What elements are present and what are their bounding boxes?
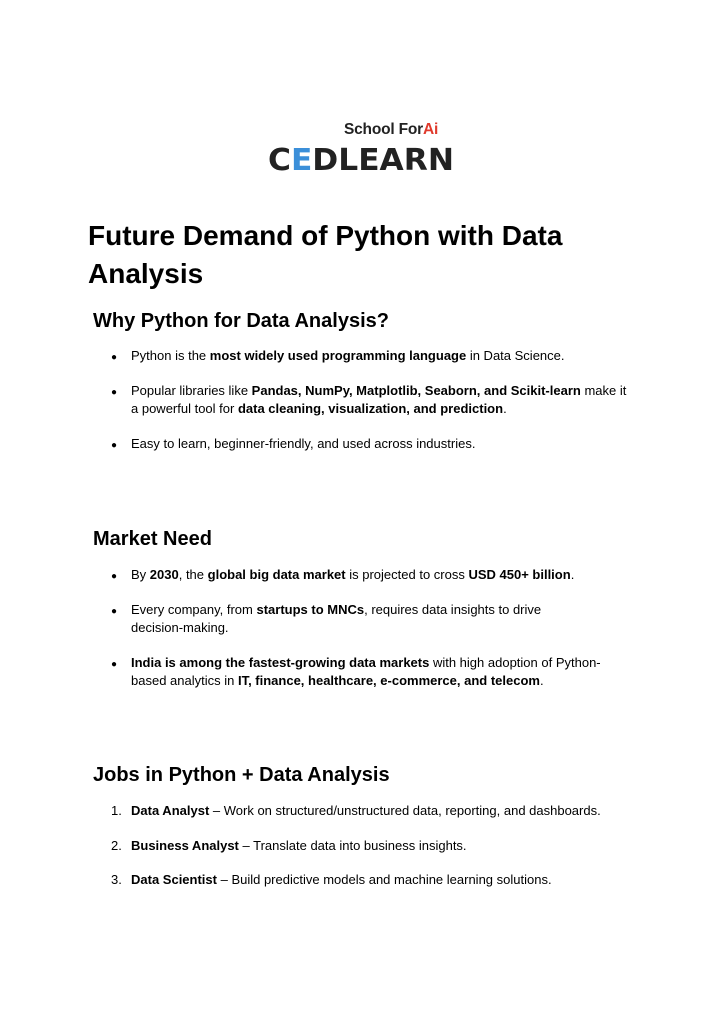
bullet-icon [111, 566, 117, 587]
list-item: ● Python is the most widely used programming language in Data Science. [111, 347, 636, 366]
list-number: 1. [111, 803, 122, 818]
list-item: 3. Data Scientist – Build predictive models and machine learning solutions. [111, 871, 636, 890]
list-number: 2. [111, 837, 122, 853]
page-title: Future Demand of Python with Data Analysis [88, 220, 563, 289]
section-heading-market-need: Market Need [93, 528, 212, 550]
svg-text:CEDLEARN: CEDLEARN [268, 144, 449, 174]
list-item: 2. Business Analyst – Translate data into business insights. [111, 837, 636, 856]
list-item: ● Easy to learn, beginner-friendly, and used across industries. [111, 435, 636, 454]
list-item: ● Every company, from startups to MNCs, requires data insights to drive decision-making. [111, 601, 571, 638]
logo-tagline: School ForAi [344, 121, 439, 138]
section-heading-why-python: Why Python for Data Analysis? [93, 310, 389, 332]
list-item: 1. Data Analyst – Work on structured/unstructured data, reporting, and dashboards. [111, 802, 636, 821]
bullet-icon [111, 435, 117, 456]
bullet-icon [111, 601, 117, 622]
list-item: ● By 2030, the global big data market is projected to cross USD 450+ billion. [111, 566, 636, 585]
bullet-icon [111, 382, 117, 403]
brand-logo [268, 118, 458, 176]
jobs-list [111, 802, 636, 890]
bullet-icon [111, 347, 117, 368]
list-item: ● Popular libraries like Pandas, NumPy, Matplotlib, Seaborn, and Scikit-learn make it a powerful tool for data cleaning, visualization, and prediction. [111, 382, 636, 419]
list-item: ● India is among the fastest-growing data markets with high adoption of Python-based analytics in IT, finance, healthcare, e-commerce, and telecom. [111, 654, 611, 691]
market-need-list [111, 566, 636, 691]
list-number: 3. [111, 872, 122, 887]
why-python-list [111, 347, 636, 453]
bullet-icon [111, 654, 117, 675]
logo-wordmark [268, 144, 458, 174]
section-heading-jobs: Jobs in Python + Data Analysis [93, 764, 390, 786]
